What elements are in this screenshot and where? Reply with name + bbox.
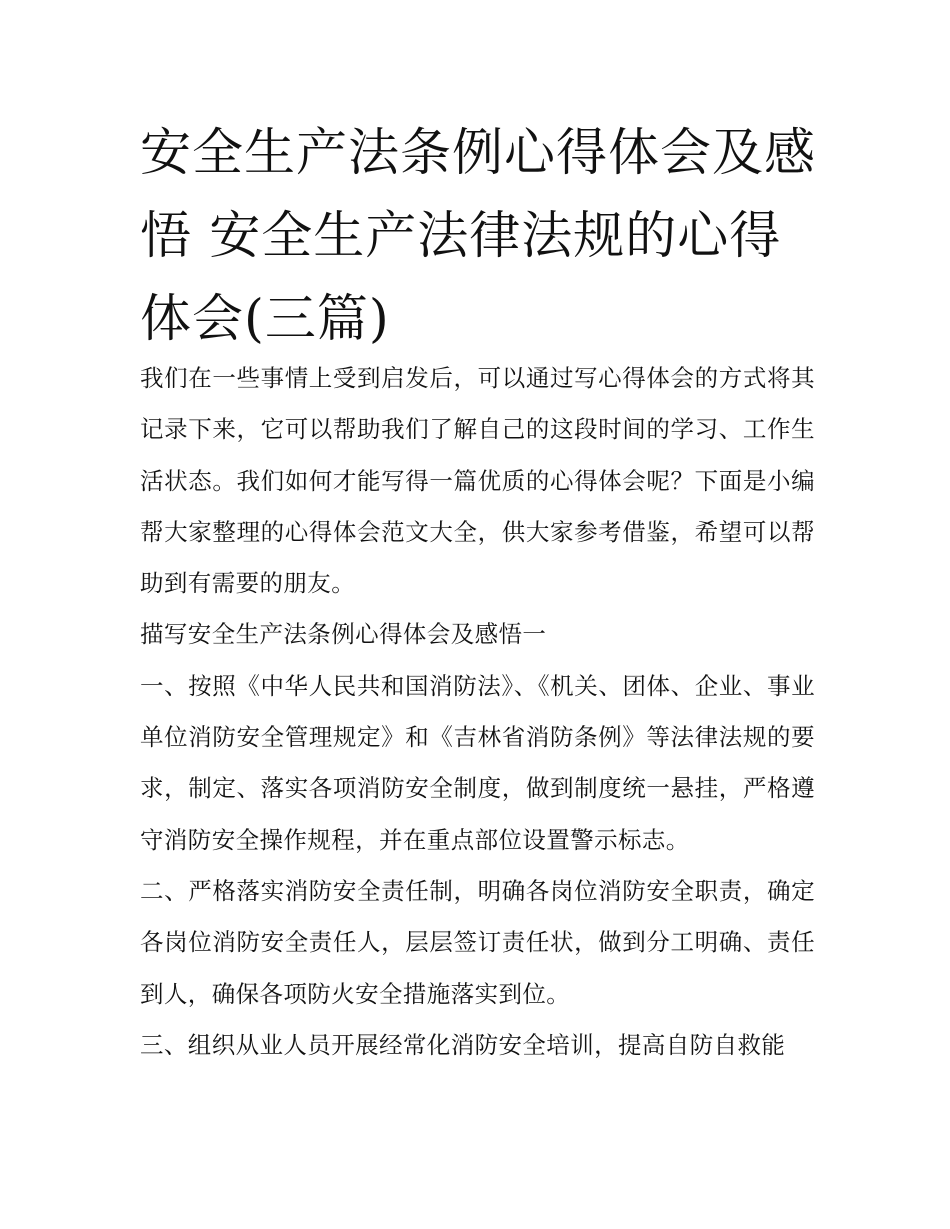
item-paragraph-3: 三、组织从业人员开展经常化消防安全培训，提高自防自救能 [140, 1030, 786, 1059]
intro-paragraph: 我们在一些事情上受到启发后，可以通过写心得体会的方式将其记录下来，它可以帮助我们了解自己的这段时间的学习、工作生活状态。我们如何才能写得一篇优质的心得体会呢？下面是小编帮大家整理的心得体会范文大全，供大家参考借鉴，希望可以帮助到有需要的朋友。 [140, 364, 815, 598]
item-paragraph-2: 二、严格落实消防安全责任制，明确各岗位消防安全职责，确定各岗位消防安全责任人，层层签订责任状，做到分工明确、责任到人，确保各项防火安全措施落实到位。 [140, 876, 815, 1008]
document-title: 安全生产法条例心得体会及感悟 安全生产法律法规的心得体会(三篇) [140, 124, 817, 349]
item-paragraph-1: 一、按照《中华人民共和国消防法》、《机关、团体、企业、事业单位消防安全管理规定》和《吉林省消防条例》等法律法规的要求，制定、落实各项消防安全制度，做到制度统一悬挂，严格遵守消防安全操作规程，并在重点部位设置警示标志。 [140, 671, 815, 854]
document-body [140, 353, 815, 1071]
section-heading: 描写安全生产法条例心得体会及感悟一 [140, 620, 547, 649]
